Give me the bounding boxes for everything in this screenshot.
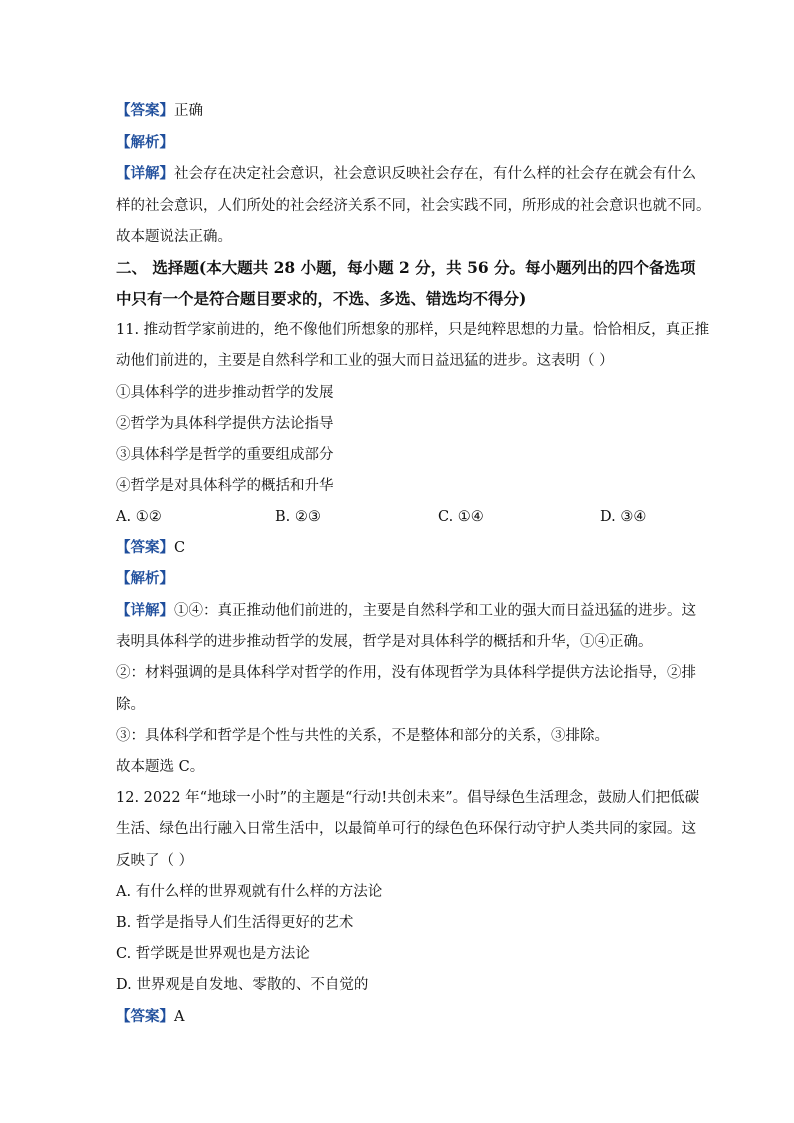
q10-detail-line-1 [116, 164, 696, 184]
q12-stem-line-1: 12. 2022 年“地球一小时”的主题是“行动!共创未来”。倡导绿色生活理念，鼓励人们把低碳 [116, 790, 700, 806]
detail-text: ①④：真正推动他们前进的，主要是自然科学和工业的强大而日益迅猛的进步。这 [174, 603, 696, 619]
answer-tag: 【答案】 [116, 102, 174, 119]
q12-answer-line [116, 1007, 184, 1027]
q10-detail-line-3: 故本题说法正确。 [116, 229, 232, 245]
q11-option-c: C. ①④ [438, 509, 484, 525]
q11-answer-line [116, 538, 185, 558]
answer-value: A [174, 1009, 185, 1025]
q11-detail-line-3: ②：材料强调的是具体科学对哲学的作用，没有体现哲学为具体科学提供方法论指导，②排 [116, 665, 696, 681]
q12-option-d: D. 世界观是自发地、零散的、不自觉的 [116, 977, 369, 993]
q11-option-a: A. ①② [116, 509, 162, 525]
q11-stem-line-1: 11. 推动哲学家前进的，绝不像他们所想象的那样，只是纯粹思想的力量。恰恰相反，真正推 [116, 322, 710, 338]
analysis-tag: 【解析】 [116, 570, 174, 587]
q11-detail-line-1 [116, 601, 696, 621]
q12-stem-line-2: 生活、绿色出行融入日常生活中，以最简单可行的绿色色环保行动守护人类共同的家园。这 [116, 821, 696, 837]
q10-detail-line-2: 样的社会意识，人们所处的社会经济关系不同，社会实践不同，所形成的社会意识也就不同。 [116, 198, 711, 214]
section-heading-line-1: 二、 选择题(本大题共 28 小题，每小题 2 分，共 56 分。每小题列出的四个备选项 [116, 258, 696, 277]
q12-stem-line-3: 反映了（ ） [116, 853, 194, 869]
answer-value: 正确 [174, 103, 203, 119]
q11-detail-line-5: ③：具体科学和哲学是个性与共性的关系，不是整体和部分的关系，③排除。 [116, 728, 609, 744]
q11-statement-3: ③具体科学是哲学的重要组成部分 [116, 447, 334, 463]
q11-detail-line-6: 故本题选 C。 [116, 759, 205, 775]
q10-answer-line [116, 101, 203, 121]
analysis-tag: 【解析】 [116, 134, 174, 151]
q11-option-b: B. ②③ [275, 509, 321, 525]
answer-tag: 【答案】 [116, 1008, 174, 1025]
detail-tag: 【详解】 [116, 165, 174, 182]
q12-option-b: B. 哲学是指导人们生活得更好的艺术 [116, 915, 354, 931]
detail-tag: 【详解】 [116, 602, 174, 619]
q12-option-c: C. 哲学既是世界观也是方法论 [116, 946, 310, 962]
answer-value: C [174, 540, 186, 556]
q12-option-a: A. 有什么样的世界观就有什么样的方法论 [116, 884, 383, 900]
q11-statement-4: ④哲学是对具体科学的概括和升华 [116, 478, 334, 494]
answer-tag: 【答案】 [116, 539, 174, 556]
detail-text: 社会存在决定社会意识，社会意识反映社会存在，有什么样的社会存在就会有什么 [174, 166, 696, 182]
q11-statement-2: ②哲学为具体科学提供方法论指导 [116, 416, 334, 432]
q11-analysis-line [116, 569, 174, 589]
q11-option-d: D. ③④ [600, 509, 647, 525]
q11-detail-line-2: 表明具体科学的进步推动哲学的发展，哲学是对具体科学的概括和升华，①④正确。 [116, 634, 653, 650]
q11-stem-line-2: 动他们前进的，主要是自然科学和工业的强大而日益迅猛的进步。这表明（ ） [116, 353, 614, 369]
q11-statement-1: ①具体科学的进步推动哲学的发展 [116, 385, 334, 401]
q10-analysis-line [116, 133, 174, 153]
section-heading-line-2: 中只有一个是符合题目要求的，不选、多选、错选均不得分) [116, 289, 527, 308]
q11-detail-line-4: 除。 [116, 697, 145, 713]
